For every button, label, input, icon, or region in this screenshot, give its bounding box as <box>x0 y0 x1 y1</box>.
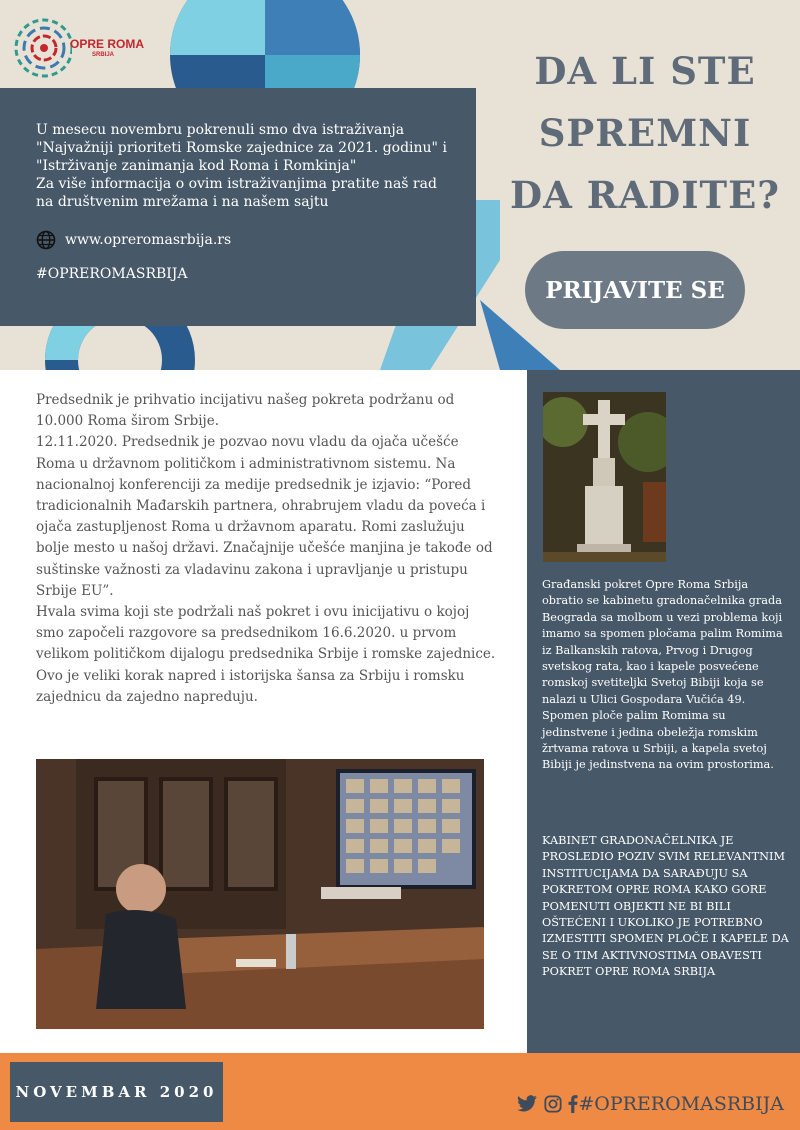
social-row <box>510 1093 784 1115</box>
globe-icon <box>36 230 56 250</box>
twitter-icon[interactable] <box>516 1095 538 1113</box>
memorial-photo <box>543 392 666 562</box>
logo-text: OPRE ROMA <box>70 37 145 51</box>
sidebar <box>527 370 800 1053</box>
social-hashtag[interactable]: #OPREROMASRBIJA <box>578 1093 784 1115</box>
info-box <box>0 88 476 326</box>
article-text: Predsednik je prihvatio incijativu našeg pokreta podržanu od 10.000 Roma širom Srbije. 12.11.2020. Predsednik je pozvao novu vladu da ojača učešće Roma u državnom političkom i administrativnom sistemu. Na nacionalnoj konferenciji za medije predsednik je izjavio: “Pored tradicionalnih Mađarskih partnera, ohrabrujem vladu da poveća i ojača zastupljenost Roma u državnom aparatu. Romi zaslužuju bolje mesto u našoj državi. Značajnije učešće manjina je takođe od suštinske važnosti za vladavinu zakona i upravljanje u pristupu Srbije EU”. Hvala svima koji ste podržali naš pokret i ovu inicijativu o kojoj smo započeli razgovore sa predsednikom 16.6.2020. u prvom velikom političkom dijalogu predsednika Srbije i romske zajednice. Ovo je veliki korak napred i istorijska šansa za Srbiju i romsku zajednicu da zajedno napreduju. <box>36 392 496 705</box>
apply-button[interactable]: PRIJAVITE SE <box>525 251 745 329</box>
sidebar-text: Građanski pokret Opre Roma Srbija obratio se kabinetu gradonačelnika grada Beograda sa molbom u vezi problema koji imamo sa spomen pločama palim Romima iz Balkanskih ratova, Prvog i Drugog svetskog rata, kao i kapele posvećene romskoj svetiteljki Svetoj Bibiji koja se nalazi u Ulici Gospodara Vučića 49. Spomen ploče palim Romima su jedinstvene i jedina obeležja romskim žrtvama ratova u Srbiji, a kapela svetoj Bibiji je jedinstvena na ovim prostorima. <box>542 578 783 772</box>
meeting-photo <box>36 759 484 1029</box>
website-link[interactable]: www.opreromasrbija.rs <box>65 232 232 248</box>
month-badge: NOVEMBAR 2020 <box>10 1062 223 1122</box>
hashtag-text: #OPREROMASRBIJA <box>36 266 188 282</box>
meeting-photo-illustration <box>36 759 484 1029</box>
facebook-icon[interactable] <box>568 1095 578 1113</box>
logo-mark-icon <box>10 8 72 86</box>
website-row[interactable] <box>36 230 456 250</box>
info-text: U mesecu novembru pokrenuli smo dva istraživanja "Najvažniji prioriteti Romske zajednice za 2021. godinu" i "Istrživanje zanimanja kod Roma i Romkinja" Za više informacija o ovim istraživanjima pratite naš rad na društvenim mrežama i na našem sajtu <box>36 122 447 210</box>
header-section <box>0 0 800 370</box>
footer <box>0 1053 800 1130</box>
sidebar-announcement: KABINET GRADONAČELNIKA JE PROSLEDIO POZIV SVIM RELEVANTNIM INSTITUCIJAMA DA SARAĐUJU SA POKRETOM OPRE ROMA KAKO GORE POMENUTI OBJEKTI NE BI BILI OŠTEĆENI I UKOLIKO JE POTREBNO IZMESTITI SPOMEN PLOČE I KAPELE DA SE O TIM AKTIVNOSTIMA OBAVESTI POKRET OPRE ROMA SRBIJA <box>542 834 789 979</box>
logo-subtext: SRBIJA <box>92 52 115 58</box>
main-content <box>0 370 527 1053</box>
instagram-icon[interactable] <box>544 1095 562 1113</box>
headline: DA LI STE SPREMNI DA RADITE? <box>510 49 780 217</box>
memorial-cross-illustration <box>543 392 666 562</box>
